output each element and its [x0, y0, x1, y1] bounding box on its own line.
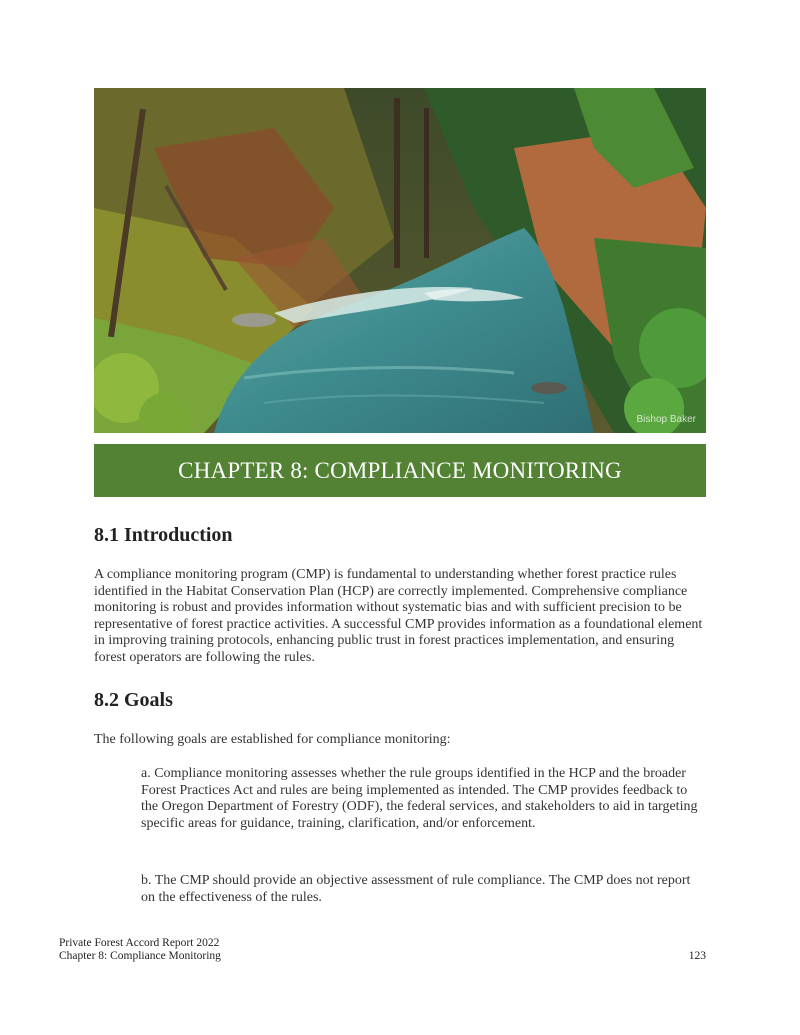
page-number: 123	[688, 950, 706, 962]
footer-chapter-title: Chapter 8: Compliance Monitoring	[59, 950, 221, 962]
footer-report-title: Private Forest Accord Report 2022	[59, 937, 220, 949]
photo-credit: Bishop Baker	[636, 414, 696, 425]
section-heading-goals: 8.2 Goals	[94, 689, 173, 711]
page-footer	[59, 937, 221, 963]
goal-item: a. Compliance monitoring assesses whether the rule groups identified in the HCP and the broader Forest Practices Act and rules are being implemented as intended. The CMP provides feedback to the Oregon Department of Forestry (ODF), the federal services, and stakeholders to aid in targeting specific areas for guidance, training, clarification, and/or enforcement.	[141, 766, 698, 831]
chapter-banner	[94, 444, 706, 497]
river-forest-photo	[94, 88, 706, 433]
photo-illustration	[94, 88, 706, 433]
introduction-paragraph: A compliance monitoring program (CMP) is fundamental to understanding whether forest practice rules identified in the Habitat Conservation Plan (HCP) are correctly implemented. Comprehensive compliance monitoring is robust and provides information without systematic bias and with sufficient precision to be representative of forest practice activities. A successful CMP provides information as a foundational element in improving training protocols, enhancing public trust in forest practices implementation, and ensuring forest operators are following the rules.	[94, 567, 703, 665]
chapter-title: CHAPTER 8: COMPLIANCE MONITORING	[178, 457, 622, 483]
section-heading-introduction: 8.1 Introduction	[94, 524, 233, 546]
goal-item: b. The CMP should provide an objective assessment of rule compliance. The CMP does not report on the effectiveness of the rules.	[141, 873, 691, 905]
goals-lead-paragraph: The following goals are established for compliance monitoring:	[94, 732, 451, 747]
